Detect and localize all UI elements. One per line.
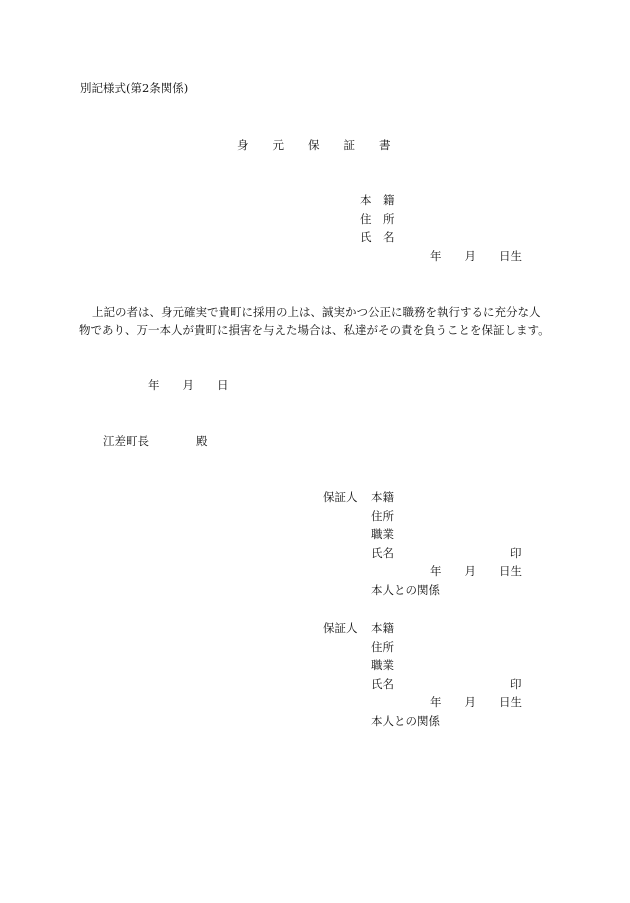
document-title: 身元保証書 [237, 138, 415, 152]
principal-name-label: 氏 名 [360, 230, 395, 244]
statement-line-1: 上記の者は、身元確実で貴町に採用の上は、誠実かつ公正に職務を執行するに充分な人 [92, 305, 541, 319]
guarantor-relation-label: 本人との関係 [371, 714, 440, 728]
date-line: 年 月 日 [148, 378, 229, 392]
guarantor-occupation-label: 職業 [371, 658, 394, 673]
principal-block [0, 193, 630, 305]
guarantor-label: 保証人 [323, 490, 358, 504]
guarantor-occupation-label: 職業 [371, 527, 394, 542]
guarantor-block-2 [0, 621, 630, 733]
form-label: 別記様式(第2条関係) [80, 81, 189, 95]
principal-domicile-label: 本 籍 [360, 193, 395, 207]
guarantor-domicile-label: 本籍 [371, 490, 394, 504]
honorific: 殿 [196, 434, 208, 448]
guarantor-address-label: 住所 [371, 639, 394, 654]
guarantor-address-label: 住所 [371, 508, 394, 523]
principal-address-label: 住 所 [360, 211, 395, 226]
guarantor-label: 保証人 [323, 621, 358, 635]
guarantor-relation-label: 本人との関係 [371, 583, 440, 597]
guarantor-domicile-label: 本籍 [371, 621, 394, 635]
guarantor-block-1 [0, 490, 630, 602]
guarantor-birth-date: 年 月 日生 [430, 564, 522, 579]
principal-birth-date: 年 月 日生 [430, 249, 522, 263]
guarantor-birth-date: 年 月 日生 [430, 695, 522, 710]
guarantor-seal-mark: 印 [510, 545, 522, 560]
guarantor-seal-mark: 印 [510, 676, 522, 691]
guarantor-name-label: 氏名 [371, 676, 394, 691]
guarantor-name-label: 氏名 [371, 545, 394, 560]
statement-line-2: 物であり、万一本人が貴町に損害を与えた場合は、私達がその責を負うことを保証します。 [79, 323, 550, 337]
addressee: 江差町長 [103, 434, 149, 448]
